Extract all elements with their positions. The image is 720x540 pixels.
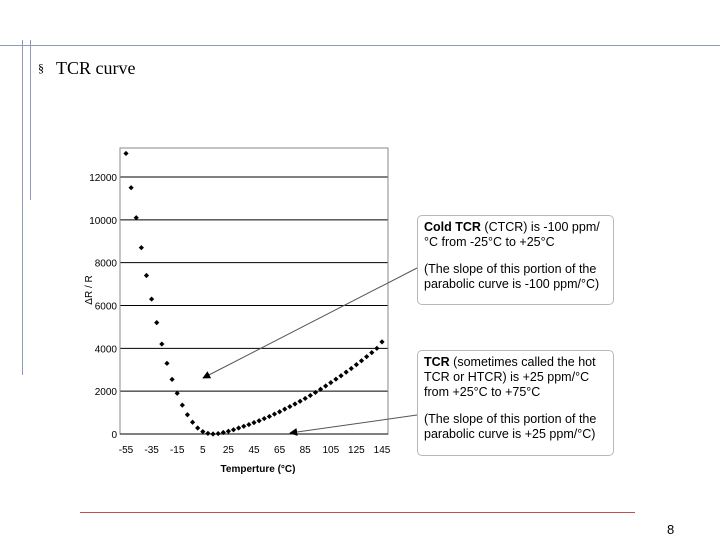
data-point	[297, 399, 302, 404]
data-point	[241, 424, 246, 429]
hot-tcr-arrow	[290, 415, 417, 433]
data-point	[277, 409, 282, 414]
data-point	[303, 396, 308, 401]
x-tick-label: 145	[373, 445, 391, 456]
x-axis-label: Temperture (°C)	[220, 464, 296, 475]
data-point	[205, 431, 210, 436]
data-point	[364, 354, 369, 359]
data-point	[129, 185, 134, 190]
chart-axes	[89, 148, 391, 456]
data-point	[333, 377, 338, 382]
data-point	[328, 380, 333, 385]
cold-tcr-bold: Cold TCR	[424, 220, 481, 234]
data-point	[195, 425, 200, 430]
x-tick-label: 125	[348, 445, 365, 456]
page-number: 8	[667, 522, 675, 537]
x-tick-label: -15	[169, 445, 185, 456]
chart-grid	[120, 177, 388, 391]
data-point	[154, 320, 159, 325]
data-point	[159, 341, 164, 346]
data-point	[251, 420, 256, 425]
data-point	[287, 404, 292, 409]
data-point	[313, 390, 318, 395]
data-point	[226, 429, 231, 434]
data-point	[344, 370, 349, 375]
data-point	[180, 402, 185, 407]
data-point	[282, 407, 287, 412]
y-tick-label: 10000	[89, 215, 117, 227]
cold-tcr-text: (CTCR) is -100 ppm/°C from -25°C to +25°C	[424, 220, 600, 249]
data-point	[354, 362, 359, 367]
y-tick-label: 12000	[89, 173, 117, 184]
data-point	[267, 414, 272, 419]
x-tick-label: 25	[222, 445, 234, 456]
cold-tcr-arrow	[203, 268, 417, 378]
data-point	[369, 350, 374, 355]
y-tick-label: 2000	[94, 387, 117, 399]
data-point	[164, 361, 169, 366]
data-point	[200, 429, 205, 434]
x-tick-label: 85	[299, 445, 311, 456]
data-point	[379, 339, 384, 344]
data-point	[308, 393, 313, 398]
cold-tcr-definition	[424, 220, 607, 250]
data-point	[123, 151, 128, 156]
hot-tcr-bold: TCR	[424, 355, 450, 369]
x-tick-label: 105	[322, 445, 340, 456]
slide-title-text: TCR curve	[56, 58, 136, 78]
data-point	[139, 245, 144, 250]
cold-tcr-note: (The slope of this portion of the parabolic curve is -100 ppm/°C)	[424, 262, 600, 291]
y-tick-label: 8000	[94, 258, 117, 270]
data-point	[257, 418, 262, 423]
x-tick-label: -35	[144, 445, 159, 456]
data-point	[359, 358, 364, 363]
hot-tcr-definition	[424, 355, 607, 400]
x-tick-label: 65	[274, 445, 286, 456]
data-point	[262, 416, 267, 421]
data-point	[374, 346, 379, 351]
data-point	[349, 366, 354, 371]
y-axis-label: ΔR / R	[84, 275, 95, 305]
hot-tcr-callout	[417, 350, 614, 456]
data-point	[149, 296, 154, 301]
data-point	[292, 401, 297, 406]
bullet-icon: §	[38, 61, 44, 75]
data-point	[246, 422, 251, 427]
y-tick-label: 6000	[94, 301, 117, 313]
footer-divider	[80, 512, 635, 513]
y-tick-label: 0	[111, 430, 117, 441]
data-point	[190, 420, 195, 425]
data-point	[272, 411, 277, 416]
cold-tcr-callout	[417, 215, 614, 305]
x-tick-label: 45	[248, 445, 260, 456]
y-tick-label: 4000	[94, 344, 117, 356]
chart-points	[123, 151, 384, 437]
data-point	[185, 412, 190, 417]
data-point	[323, 383, 328, 388]
data-point	[216, 431, 221, 436]
data-point	[169, 377, 174, 382]
hot-tcr-text: (sometimes called the hot TCR or HTCR) is +25 ppm/°C from +25°C to +75°C	[424, 355, 596, 399]
data-point	[338, 373, 343, 378]
data-point	[236, 425, 241, 430]
data-point	[144, 273, 149, 278]
data-point	[210, 431, 215, 436]
x-tick-label: -55	[118, 445, 134, 456]
hot-tcr-note: (The slope of this portion of the parabolic curve is +25 ppm/°C)	[424, 412, 597, 441]
x-tick-label: 5	[200, 445, 206, 456]
data-point	[231, 427, 236, 432]
callout-arrows	[203, 268, 417, 433]
